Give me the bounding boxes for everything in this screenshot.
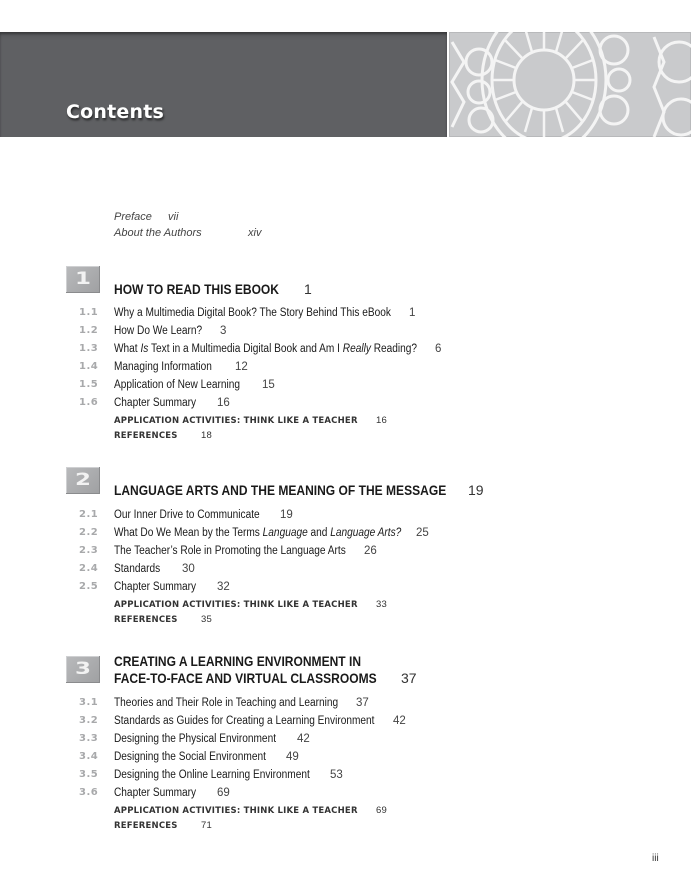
section-page: 15 [262,379,275,391]
chapter-title[interactable]: HOW TO READ THIS EBOOK [114,281,279,297]
section-title: Designing the Physical Environment [114,733,277,745]
chapter-number: 3 [75,659,91,679]
section-page: 26 [364,545,377,557]
section-title: Chapter Summary [114,787,197,799]
chapter-number-box [66,266,100,293]
extra-row-references[interactable] [114,819,614,833]
section-title: Application of New Learning [114,379,241,391]
section-number: 3.1 [79,697,99,708]
section-page: 30 [182,563,195,575]
title-part-italic: Really [342,343,371,355]
extra-page: 69 [376,805,387,816]
extra-page: 16 [376,415,387,426]
section-title: Our Inner Drive to Communicate [114,509,260,521]
front-matter-about-authors[interactable] [114,227,414,239]
extra-page: 18 [201,430,212,441]
section-page: 16 [217,397,230,409]
section-title: Chapter Summary [114,397,197,409]
section-row[interactable] [0,359,691,375]
section-number: 1.4 [79,361,99,372]
section-row[interactable] [0,543,691,559]
section-page: 53 [330,769,343,781]
title-part-italic: Language Arts? [330,527,402,539]
section-title [114,525,401,541]
section-page: 37 [356,697,369,709]
extra-label: APPLICATION ACTIVITIES: THINK LIKE A TEACHER [114,600,358,610]
section-page: 1 [409,307,416,319]
decorative-pattern-image [449,32,691,137]
section-number: 3.3 [79,733,99,744]
extra-page: 35 [201,614,212,625]
extra-label: REFERENCES [114,821,178,831]
title-part: and [307,527,331,539]
section-row[interactable] [0,341,691,357]
extra-label: APPLICATION ACTIVITIES: THINK LIKE A TEACHER [114,806,358,816]
section-page: 69 [217,787,230,799]
section-title: Standards [114,563,161,575]
chapter-title[interactable]: CREATING A LEARNING ENVIRONMENT IN [114,653,362,669]
section-page: 6 [435,343,442,355]
section-row[interactable] [0,507,691,523]
section-title: Designing the Social Environment [114,751,266,763]
section-number: 3.4 [79,751,99,762]
front-matter-page: vii [168,211,179,223]
section-title: Theories and Their Role in Teaching and Learning [114,697,339,709]
extra-label: APPLICATION ACTIVITIES: THINK LIKE A TEACHER [114,416,358,426]
section-row[interactable] [0,395,691,411]
section-number: 1.1 [79,307,99,318]
front-matter-label: About the Authors [114,227,202,239]
extra-row-activities[interactable] [114,598,614,612]
extra-row-activities[interactable] [114,804,614,818]
title-part: Text in a Multimedia Digital Book and Am I [148,343,343,355]
mandala-pattern-icon [449,32,691,137]
front-matter-page: xiv [248,227,262,239]
section-row[interactable] [0,561,691,577]
section-row[interactable] [0,785,691,801]
section-row[interactable] [0,695,691,711]
front-matter-preface[interactable] [114,211,414,223]
page-folio: iii [652,853,659,864]
page-title: Contents [66,101,165,123]
section-title: Why a Multimedia Digital Book? The Story Behind This eBook [114,307,391,319]
section-row[interactable] [0,713,691,729]
section-page: 19 [280,509,293,521]
section-number: 1.5 [79,379,99,390]
extra-page: 71 [201,820,212,831]
section-row[interactable] [0,731,691,747]
section-number: 1.2 [79,325,99,336]
section-row[interactable] [0,323,691,339]
section-row[interactable] [0,377,691,393]
section-row[interactable] [0,579,691,595]
section-number: 1.6 [79,397,99,408]
extra-row-activities[interactable] [114,414,614,428]
section-title: How Do We Learn? [114,325,203,337]
section-row[interactable] [0,767,691,783]
section-title: The Teacher’s Role in Promoting the Language Arts [114,545,346,557]
section-page: 12 [235,361,248,373]
section-number: 3.2 [79,715,99,726]
chapter-title[interactable]: LANGUAGE ARTS AND THE MEANING OF THE MESSAGE [114,482,447,498]
chapter-title-line-2[interactable]: FACE-TO-FACE AND VIRTUAL CLASSROOMS [114,670,377,686]
chapter-number-box [66,656,100,683]
section-number: 3.5 [79,769,99,780]
extra-label: REFERENCES [114,615,178,625]
section-row[interactable] [0,749,691,765]
section-page: 42 [297,733,310,745]
title-part: What Do We Mean by the Terms [114,527,263,539]
section-number: 2.2 [79,527,99,538]
extra-label: REFERENCES [114,431,178,441]
section-page: 32 [217,581,230,593]
title-part-italic: Language [262,527,308,539]
section-title: Managing Information [114,361,212,373]
section-number: 1.3 [79,343,99,354]
section-number: 2.5 [79,581,99,592]
chapter-page: 1 [304,281,312,297]
title-part-italic: Is [140,343,149,355]
chapter-page: 19 [468,482,484,498]
chapter-number: 1 [75,269,91,289]
section-number: 2.3 [79,545,99,556]
section-title: Chapter Summary [114,581,197,593]
title-part: What [114,343,141,355]
chapter-page: 37 [401,670,417,686]
section-title: Designing the Online Learning Environment [114,769,310,781]
chapter-number-box [66,467,100,494]
section-number: 2.4 [79,563,99,574]
extra-row-references[interactable] [114,429,614,443]
section-page: 42 [393,715,406,727]
extra-row-references[interactable] [114,613,614,627]
section-page: 25 [416,527,429,539]
section-number: 2.1 [79,509,99,520]
section-number: 3.6 [79,787,99,798]
section-title: Standards as Guides for Creating a Learning Environment [114,715,375,727]
section-title [114,341,417,357]
section-page: 3 [220,325,227,337]
extra-page: 33 [376,599,387,610]
title-part: Reading? [370,343,418,355]
front-matter-label: Preface [114,211,152,223]
section-row[interactable] [0,305,691,321]
section-row[interactable] [0,525,691,541]
section-page: 49 [286,751,299,763]
chapter-number: 2 [75,470,91,490]
